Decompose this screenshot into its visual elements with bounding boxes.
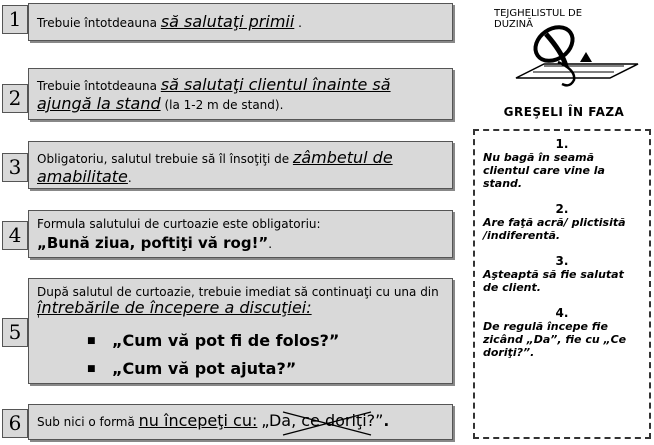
forbidden-phrase xyxy=(261,413,383,430)
mistake-item xyxy=(483,254,641,294)
item-number-5: 5 xyxy=(2,318,28,347)
mistake-number: 4. xyxy=(555,306,569,320)
rule-1-text: Trebuie întotdeauna xyxy=(37,16,161,30)
mistake-text: Are faţă acră/ plictisită /indiferentă. xyxy=(483,216,626,242)
rule-box-2 xyxy=(28,68,453,120)
mistake-number: 1. xyxy=(555,137,569,151)
logo-caption: TEJGHELISTUL DE DUZINĂ xyxy=(494,8,583,30)
rule-1-emphasis: să salutaţi primii xyxy=(160,12,295,31)
mistake-item xyxy=(483,306,641,359)
forbidden-phrase-text: „Da, ce doriţi?” xyxy=(261,411,384,430)
question-item-2: ■ „Cum vă pot ajuta?” xyxy=(37,355,444,383)
rule-1-suffix: . xyxy=(294,16,302,30)
rule-4-greeting: „Bună ziua, poftiţi vă rog!” xyxy=(37,234,269,252)
rule-box-1 xyxy=(28,3,453,41)
tejghelist-logo xyxy=(488,4,650,88)
mistake-item xyxy=(483,202,641,242)
item-number-6: 6 xyxy=(2,409,28,438)
mistake-item xyxy=(483,137,641,190)
rule-3-text: Obligatoriu, salutul trebuie să îl însoţiţi de xyxy=(37,152,293,166)
mistake-text: Nu bagă în seamă clientul care vine la stand. xyxy=(483,151,605,190)
rule-4-text: Formula salutului de curtoazie este obligatoriu: xyxy=(37,217,321,231)
rule-box-4 xyxy=(28,210,453,258)
rule-6-text: Sub nici o formă xyxy=(37,415,139,429)
item-number-2: 2 xyxy=(2,84,28,113)
rule-3-emphasis: zâmbetul de amabilitate xyxy=(37,148,393,186)
mistake-text: Aşteaptă să fie salutat de client. xyxy=(483,268,624,294)
rule-2-text: Trebuie întotdeauna xyxy=(37,79,161,93)
rule-2-emphasis: să salutaţi clientul înainte să ajungă la stand xyxy=(37,75,391,113)
rule-5-emphasis: întrebările de începere a discuţiei: xyxy=(37,298,312,317)
rule-3-suffix: . xyxy=(127,171,132,185)
rule-6-suffix: . xyxy=(383,412,390,430)
rule-6-emphasis: nu începeţi cu: xyxy=(138,411,258,430)
item-number-4: 4 xyxy=(2,221,28,250)
item-number-3: 3 xyxy=(2,153,28,182)
rule-4-suffix: . xyxy=(268,237,273,251)
mistakes-panel xyxy=(473,129,651,439)
mistake-number: 2. xyxy=(555,202,569,216)
rule-box-5 xyxy=(28,278,453,384)
mistakes-title: GREŞELI ÎN FAZA xyxy=(503,105,625,119)
mistake-number: 3. xyxy=(555,254,569,268)
question-list xyxy=(37,327,444,383)
mistake-text: De regulă începe fie zicând „Da”, fie cu „Ce doriţi?”. xyxy=(483,320,627,359)
rule-5-mark: ' xyxy=(37,314,40,325)
rule-box-6 xyxy=(28,404,453,440)
rule-box-3 xyxy=(28,141,453,189)
item-number-1: 1 xyxy=(2,5,28,34)
question-item-1: ■ „Cum vă pot fi de folos?” xyxy=(37,327,444,355)
rule-2-suffix: (la 1-2 m de stand). xyxy=(160,98,284,112)
strike-cross-icon xyxy=(261,411,391,437)
rule-5-text: După salutul de curtoazie, trebuie imediat să continuaţi cu una din xyxy=(37,285,439,299)
